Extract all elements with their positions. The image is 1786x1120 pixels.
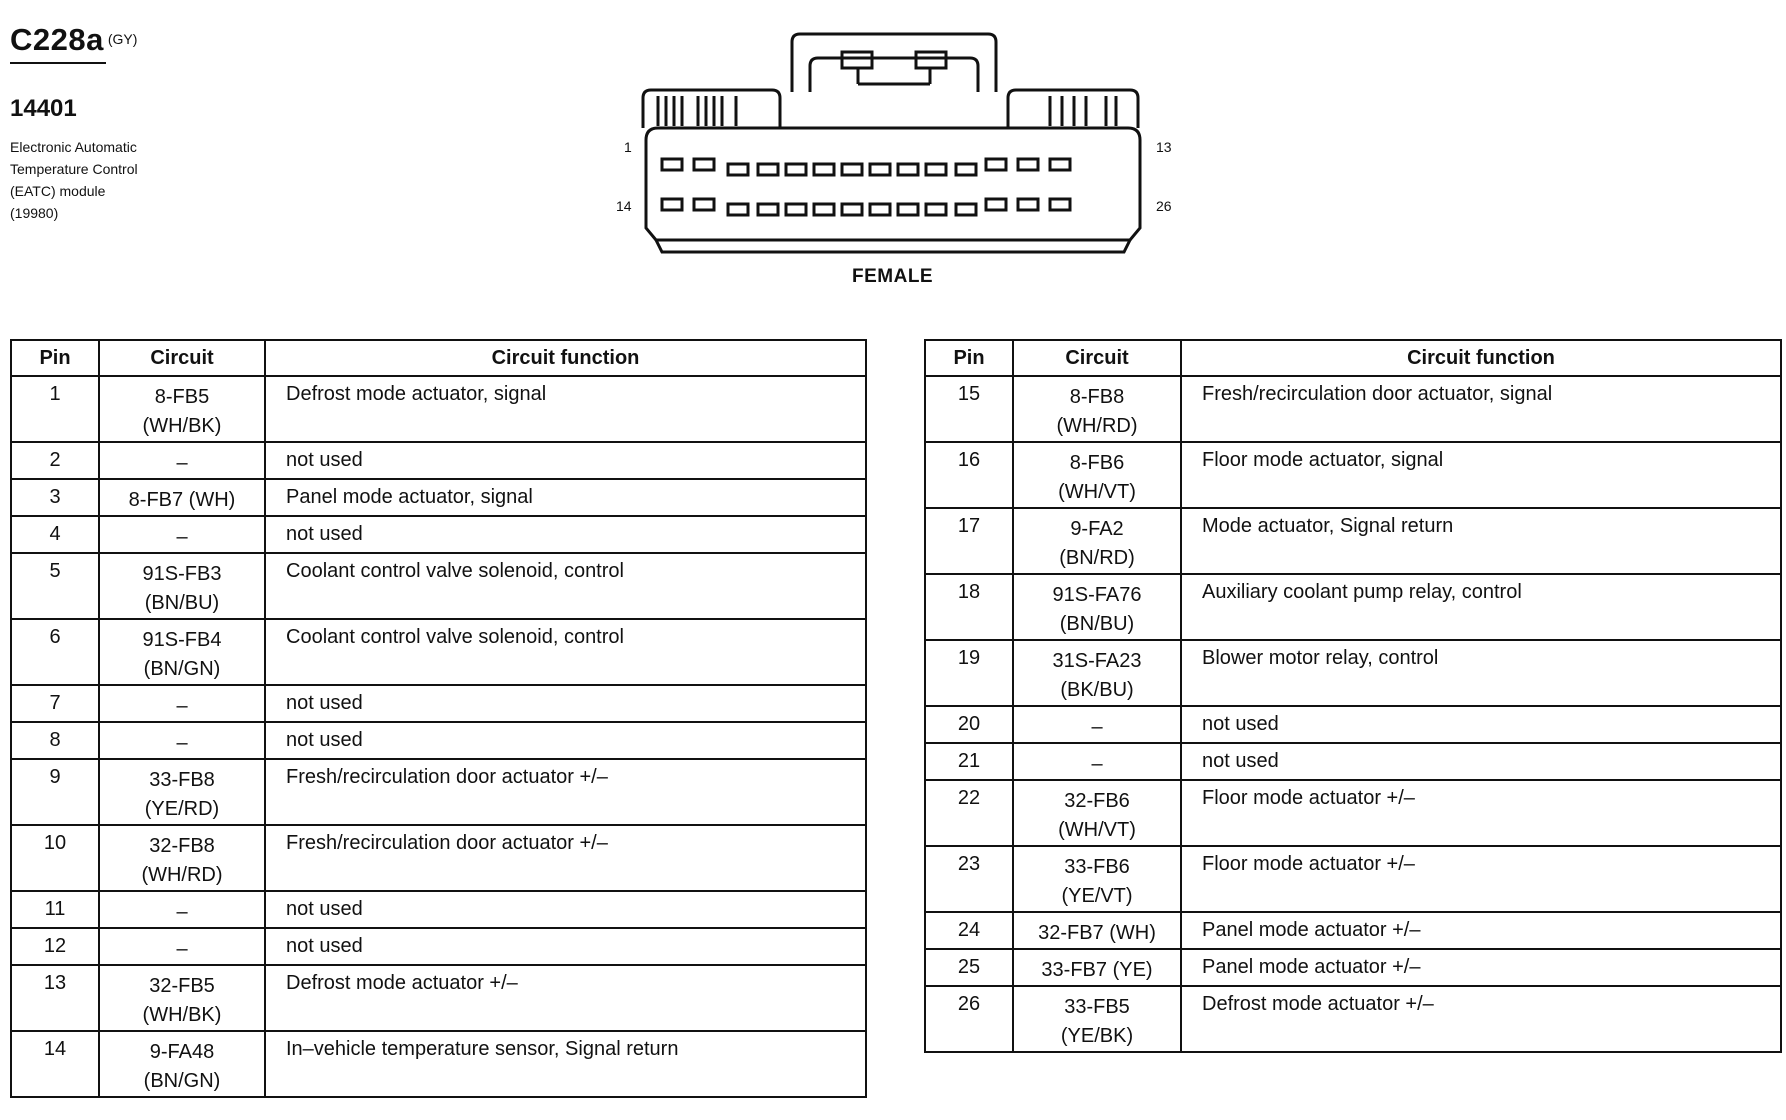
circuit-function: Blower motor relay, control xyxy=(1181,640,1781,706)
circuit-cell xyxy=(99,965,265,1031)
header-circuit: Circuit xyxy=(99,340,265,376)
wire-color: (BN/RD) xyxy=(1059,547,1135,569)
table-row xyxy=(925,640,1781,706)
circuit-cell xyxy=(1013,376,1181,442)
pin-number: 18 xyxy=(925,574,1013,640)
circuit-function: Defrost mode actuator, signal xyxy=(265,376,866,442)
table-row xyxy=(11,376,866,442)
wire-color: (WH/BK) xyxy=(142,1004,222,1026)
circuit-cell xyxy=(99,553,265,619)
circuit-cell xyxy=(1013,706,1181,743)
table-row xyxy=(925,780,1781,846)
circuit-function: Floor mode actuator +/– xyxy=(1181,846,1781,912)
header-pin: Pin xyxy=(11,340,99,376)
table-row xyxy=(11,479,866,516)
circuit-id: 91S-FB4 xyxy=(142,629,222,651)
table-row xyxy=(11,442,866,479)
circuit-cell xyxy=(1013,780,1181,846)
pin-label-13: 13 xyxy=(1156,139,1172,155)
circuit-cell xyxy=(99,376,265,442)
circuit-id: 91S-FB3 xyxy=(142,563,222,585)
circuit-function: Fresh/recirculation door actuator +/– xyxy=(265,759,866,825)
wire-color: (YE/BK) xyxy=(1060,1025,1134,1047)
circuit-cell xyxy=(99,825,265,891)
pin-number: 4 xyxy=(11,516,99,553)
circuit-id: – xyxy=(176,732,188,754)
circuit-cell xyxy=(1013,986,1181,1052)
table-header-row xyxy=(11,340,866,376)
circuit-id: 32-FB7 (WH) xyxy=(1038,922,1156,944)
table-row xyxy=(925,912,1781,949)
pin-number: 6 xyxy=(11,619,99,685)
pin-number: 5 xyxy=(11,553,99,619)
circuit-cell xyxy=(99,1031,265,1097)
wire-color: (BN/GN) xyxy=(143,1070,221,1092)
pinout-table-right xyxy=(924,339,1782,1053)
circuit-cell xyxy=(99,722,265,759)
circuit-id: 9-FA48 xyxy=(149,1041,215,1063)
table-row xyxy=(11,825,866,891)
pin-number: 19 xyxy=(925,640,1013,706)
wire-color: (WH/VT) xyxy=(1058,481,1136,503)
pin-number: 13 xyxy=(11,965,99,1031)
pin-number: 17 xyxy=(925,508,1013,574)
circuit-function: not used xyxy=(265,928,866,965)
wire-color: (WH/BK) xyxy=(142,415,222,437)
table-row xyxy=(11,965,866,1031)
table-body-left xyxy=(11,376,866,1097)
pin-number: 22 xyxy=(925,780,1013,846)
pin-label-26: 26 xyxy=(1156,198,1172,214)
circuit-function: Panel mode actuator +/– xyxy=(1181,949,1781,986)
pin-number: 14 xyxy=(11,1031,99,1097)
header-function: Circuit function xyxy=(1181,340,1781,376)
pin-number: 10 xyxy=(11,825,99,891)
circuit-cell xyxy=(99,759,265,825)
table-row xyxy=(925,949,1781,986)
circuit-id: 33-FB5 xyxy=(1064,996,1130,1018)
wire-color: (BN/BU) xyxy=(1059,613,1135,635)
circuit-id: 8-FB5 xyxy=(154,386,210,408)
circuit-cell xyxy=(99,928,265,965)
table-body-right xyxy=(925,376,1781,1052)
title-underline xyxy=(10,62,106,64)
table-row xyxy=(925,706,1781,743)
circuit-cell xyxy=(99,479,265,516)
circuit-function: Panel mode actuator, signal xyxy=(265,479,866,516)
table-row xyxy=(11,553,866,619)
circuit-cell xyxy=(99,685,265,722)
wire-color: (YE/RD) xyxy=(144,798,220,820)
pin-number: 11 xyxy=(11,891,99,928)
pin-number: 2 xyxy=(11,442,99,479)
table-row xyxy=(925,442,1781,508)
circuit-function: not used xyxy=(1181,743,1781,780)
circuit-id: 33-FB8 xyxy=(149,769,215,791)
circuit-function: Defrost mode actuator +/– xyxy=(265,965,866,1031)
table-row xyxy=(11,891,866,928)
circuit-function: Panel mode actuator +/– xyxy=(1181,912,1781,949)
table-row xyxy=(925,846,1781,912)
circuit-cell xyxy=(1013,574,1181,640)
pin-label-1: 1 xyxy=(624,139,632,155)
table-row xyxy=(925,743,1781,780)
pin-number: 26 xyxy=(925,986,1013,1052)
table-row xyxy=(11,759,866,825)
circuit-function: Auxiliary coolant pump relay, control xyxy=(1181,574,1781,640)
header-function: Circuit function xyxy=(265,340,866,376)
header-circuit: Circuit xyxy=(1013,340,1181,376)
pin-number: 25 xyxy=(925,949,1013,986)
pin-number: 16 xyxy=(925,442,1013,508)
circuit-function: not used xyxy=(265,685,866,722)
circuit-function: not used xyxy=(265,442,866,479)
pin-number: 3 xyxy=(11,479,99,516)
circuit-function: Mode actuator, Signal return xyxy=(1181,508,1781,574)
pin-number: 24 xyxy=(925,912,1013,949)
description-line: Electronic Automatic xyxy=(10,139,137,155)
circuit-cell xyxy=(1013,640,1181,706)
wire-color: (WH/VT) xyxy=(1058,819,1136,841)
circuit-id: 91S-FA76 xyxy=(1052,584,1142,606)
circuit-cell xyxy=(99,442,265,479)
table-row xyxy=(925,574,1781,640)
circuit-cell xyxy=(1013,743,1181,780)
circuit-function: In–vehicle temperature sensor, Signal return xyxy=(265,1031,866,1097)
circuit-cell xyxy=(99,891,265,928)
circuit-id: 8-FB7 (WH) xyxy=(128,489,236,511)
circuit-function: not used xyxy=(265,891,866,928)
circuit-id: 32-FB8 xyxy=(149,835,215,857)
circuit-cell xyxy=(99,619,265,685)
description-line: (19980) xyxy=(10,205,59,221)
pin-number: 20 xyxy=(925,706,1013,743)
wire-color: (BN/BU) xyxy=(144,592,220,614)
circuit-function: Floor mode actuator +/– xyxy=(1181,780,1781,846)
pin-number: 7 xyxy=(11,685,99,722)
description-line: (EATC) module xyxy=(10,183,106,199)
header-pin: Pin xyxy=(925,340,1013,376)
wire-color: (BN/GN) xyxy=(143,658,221,680)
circuit-function: Coolant control valve solenoid, control xyxy=(265,619,866,685)
circuit-id: – xyxy=(1091,716,1103,738)
circuit-cell xyxy=(1013,442,1181,508)
circuit-cell xyxy=(1013,949,1181,986)
table-row xyxy=(11,1031,866,1097)
table-header-row xyxy=(925,340,1781,376)
circuit-id: 31S-FA23 xyxy=(1052,650,1142,672)
table-row xyxy=(925,986,1781,1052)
module-description xyxy=(10,136,138,224)
circuit-cell xyxy=(1013,846,1181,912)
circuit-function: Fresh/recirculation door actuator, signal xyxy=(1181,376,1781,442)
description-line: Temperature Control xyxy=(10,161,138,177)
circuit-id: – xyxy=(176,452,188,474)
wire-color: (BK/BU) xyxy=(1060,679,1134,701)
table-row xyxy=(11,619,866,685)
connector-id: C228a xyxy=(10,22,104,57)
pin-number: 1 xyxy=(11,376,99,442)
circuit-id: – xyxy=(176,526,188,548)
table-row xyxy=(925,376,1781,442)
pin-number: 15 xyxy=(925,376,1013,442)
connector-gender-label: FEMALE xyxy=(852,266,934,287)
circuit-function: not used xyxy=(265,722,866,759)
circuit-id: 8-FB6 xyxy=(1069,452,1125,474)
pin-number: 23 xyxy=(925,846,1013,912)
circuit-id: – xyxy=(176,901,188,923)
circuit-function: Coolant control valve solenoid, control xyxy=(265,553,866,619)
part-number: 14401 xyxy=(10,95,77,122)
circuit-id: 33-FB7 (YE) xyxy=(1041,959,1153,981)
wire-color: (WH/RD) xyxy=(1056,415,1138,437)
pin-number: 12 xyxy=(11,928,99,965)
table-row xyxy=(11,722,866,759)
circuit-function: Defrost mode actuator +/– xyxy=(1181,986,1781,1052)
circuit-id: 33-FB6 xyxy=(1064,856,1130,878)
circuit-id: – xyxy=(176,938,188,960)
circuit-function: not used xyxy=(1181,706,1781,743)
circuit-id: 9-FA2 xyxy=(1070,518,1124,540)
pin-number: 21 xyxy=(925,743,1013,780)
pinout-table-left xyxy=(10,339,867,1098)
circuit-id: 32-FB5 xyxy=(149,975,215,997)
wire-color: (YE/VT) xyxy=(1061,885,1133,907)
circuit-id: – xyxy=(176,695,188,717)
circuit-cell xyxy=(1013,912,1181,949)
connector-color: (GY) xyxy=(107,30,138,47)
circuit-function: Floor mode actuator, signal xyxy=(1181,442,1781,508)
table-row xyxy=(11,516,866,553)
table-row xyxy=(11,685,866,722)
circuit-id: 8-FB8 xyxy=(1069,386,1125,408)
circuit-cell xyxy=(99,516,265,553)
circuit-function: not used xyxy=(265,516,866,553)
connector-face-diagram xyxy=(610,28,1170,260)
circuit-cell xyxy=(1013,508,1181,574)
table-row xyxy=(11,928,866,965)
pin-number: 8 xyxy=(11,722,99,759)
circuit-function: Fresh/recirculation door actuator +/– xyxy=(265,825,866,891)
circuit-id: – xyxy=(1091,753,1103,775)
wire-color: (WH/RD) xyxy=(141,864,223,886)
pin-number: 9 xyxy=(11,759,99,825)
pin-label-14: 14 xyxy=(616,198,632,214)
circuit-id: 32-FB6 xyxy=(1064,790,1130,812)
table-row xyxy=(925,508,1781,574)
connector-title xyxy=(10,22,137,64)
